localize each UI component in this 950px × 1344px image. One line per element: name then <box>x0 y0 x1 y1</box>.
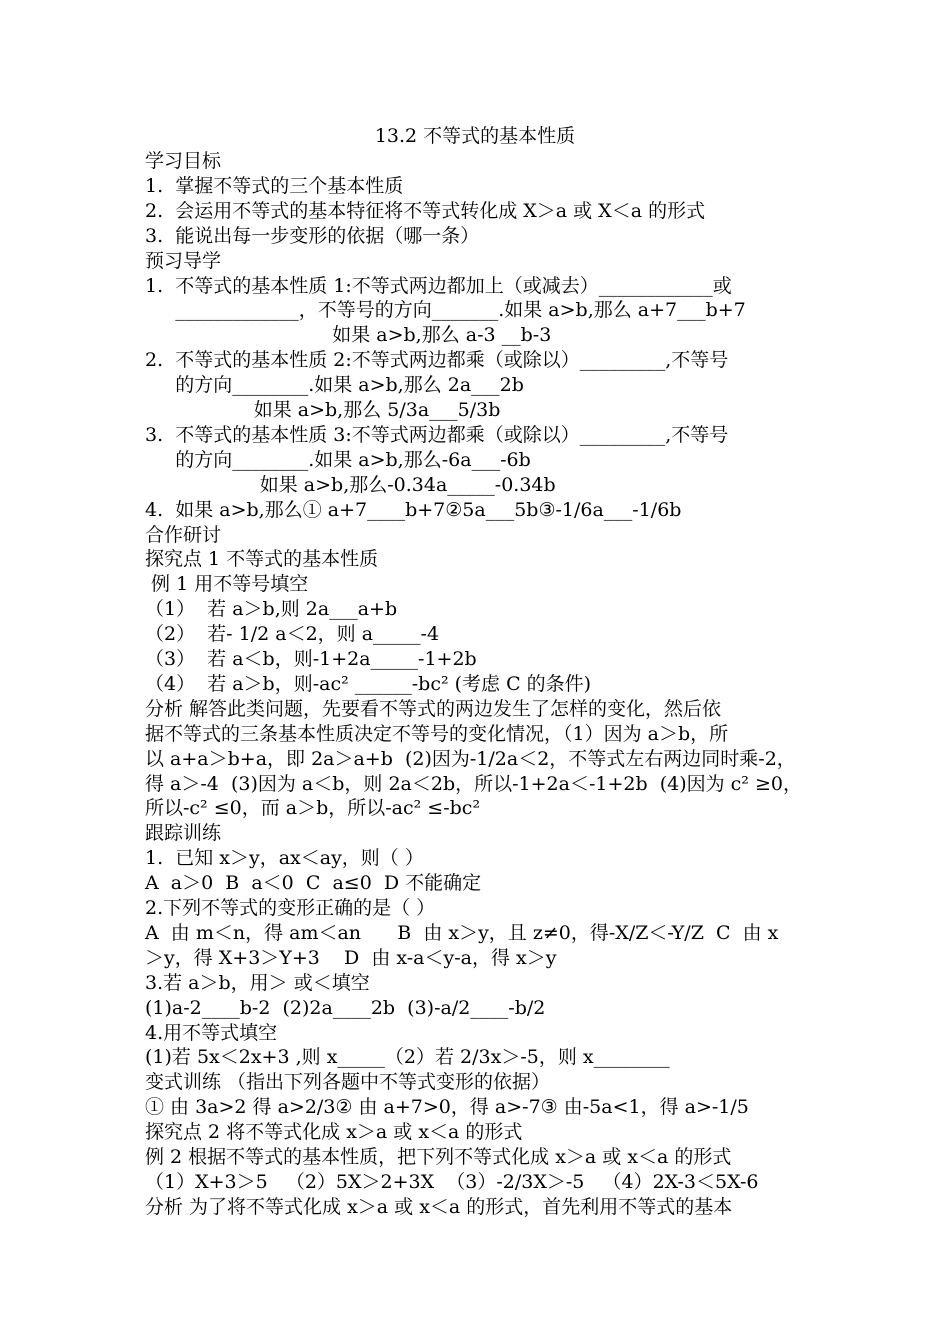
text-line: 的方向________.如果 a>b,那么-6a___-6b <box>145 449 531 471</box>
text-line: 跟踪训练 <box>145 822 222 844</box>
text-line: _____________，不等号的方向_______.如果 a>b,那么 a+7___b+7 <box>145 299 746 321</box>
text-line: 以 a+a＞b+a，即 2a＞a+b (2)因为-1/2a＜2，不等式左右两边同时乘-2， <box>145 748 796 770</box>
text-line: 1. 已知 x＞y，ax＜ay，则（ ） <box>145 847 424 869</box>
text-line: 据不等式的三条基本性质决定不等号的变化情况，（1）因为 a＞b，所 <box>145 723 729 745</box>
text-line: 例 2 根据不等式的基本性质，把下列不等式化成 x＞a 或 x＜a 的形式 <box>145 1146 732 1168</box>
text-line: 2.下列不等式的变形正确的是（ ） <box>145 897 436 919</box>
text-line: （1） 若 a＞b,则 2a___a+b <box>145 598 398 620</box>
text-line: （3） 若 a＜b，则-1+2a_____-1+2b <box>145 648 477 670</box>
text-line: A a＞0 B a＜0 C a≤0 D 不能确定 <box>145 872 482 894</box>
text-line: ＞y，得 X+3＞Y+3 D 由 x-a＜y-a，得 x＞y <box>145 947 557 969</box>
text-line: （1）X+3＞5 （2）5X＞2+3X （3）-2/3X＞-5 （4）2X-3＜5X-6 <box>145 1171 759 1193</box>
text-line: 3. 不等式的基本性质 3:不等式两边都乘（或除以）_________,不等号 <box>145 424 729 446</box>
text-line: （2） 若- 1/2 a＜2，则 a_____-4 <box>145 623 440 645</box>
text-line: 探究点 1 不等式的基本性质 <box>145 548 379 570</box>
text-line: 合作研讨 <box>145 524 222 546</box>
text-line: （4） 若 a＞b，则-ac² ______-bc² (考虑 C 的条件) <box>145 673 592 695</box>
text-line: 1. 不等式的基本性质 1:不等式两边都加上（或减去）____________或 <box>145 275 732 297</box>
text-line: 2. 不等式的基本性质 2:不等式两边都乘（或除以）_________,不等号 <box>145 349 729 371</box>
text-line: ① 由 3a>2 得 a>2/3② 由 a+7>0，得 a>-7③ 由-5a<1，得 a>-1/5 <box>145 1096 749 1118</box>
text-line: 如果 a>b,那么 a-3 __b-3 <box>145 324 552 346</box>
text-line: 探究点 2 将不等式化成 x＞a 或 x＜a 的形式 <box>145 1121 523 1143</box>
text-line: 3. 能说出每一步变形的依据（哪一条） <box>145 225 480 247</box>
text-line: 变式训练 （指出下列各题中不等式变形的依据） <box>145 1071 551 1093</box>
text-line: 如果 a>b,那么 5/3a___5/3b <box>145 399 501 421</box>
text-line: (1)a-2____b-2 (2)2a____2b (3)-a/2____-b/2 <box>145 997 546 1019</box>
text-line: 分析 为了将不等式化成 x＞a 或 x＜a 的形式，首先利用不等式的基本 <box>145 1196 733 1218</box>
text-line: A 由 m＜n，得 am＜an B 由 x＞y，且 z≠0，得-X/Z＜-Y/Z C 由 x <box>145 922 779 944</box>
text-line: 的方向________.如果 a>b,那么 2a___2b <box>145 374 524 396</box>
page-title: 13.2 不等式的基本性质 <box>374 125 576 147</box>
text-line: 2. 会运用不等式的基本特征将不等式转化成 X＞a 或 X＜a 的形式 <box>145 200 706 222</box>
text-line: 所以-c² ≤0，而 a＞b，所以-ac² ≤-bc² <box>145 797 481 819</box>
text-line: 学习目标 <box>145 150 222 172</box>
text-line: (1)若 5x＜2x+3 ,则 x_____（2）若 2/3x＞-5，则 x________ <box>145 1046 670 1068</box>
text-line: 如果 a>b,那么-0.34a_____-0.34b <box>145 474 556 496</box>
text-line: 预习导学 <box>145 250 222 272</box>
text-line: 4. 如果 a>b,那么① a+7____b+7②5a___5b③-1/6a___-1/6b <box>145 499 682 521</box>
text-line: 分析 解答此类问题，先要看不等式的两边发生了怎样的变化，然后依 <box>145 698 722 720</box>
text-line: 得 a＞-4 (3)因为 a＜b，则 2a＜2b，所以-1+2a＜-1+2b (4)因为 c² ≥0， <box>145 773 802 795</box>
text-line: 1. 掌握不等式的三个基本性质 <box>145 175 404 197</box>
text-line: 例 1 用不等号填空 <box>145 573 309 595</box>
text-line: 4.用不等式填空 <box>145 1022 278 1044</box>
text-line: 3.若 a＞b，用＞ 或＜填空 <box>145 972 370 994</box>
